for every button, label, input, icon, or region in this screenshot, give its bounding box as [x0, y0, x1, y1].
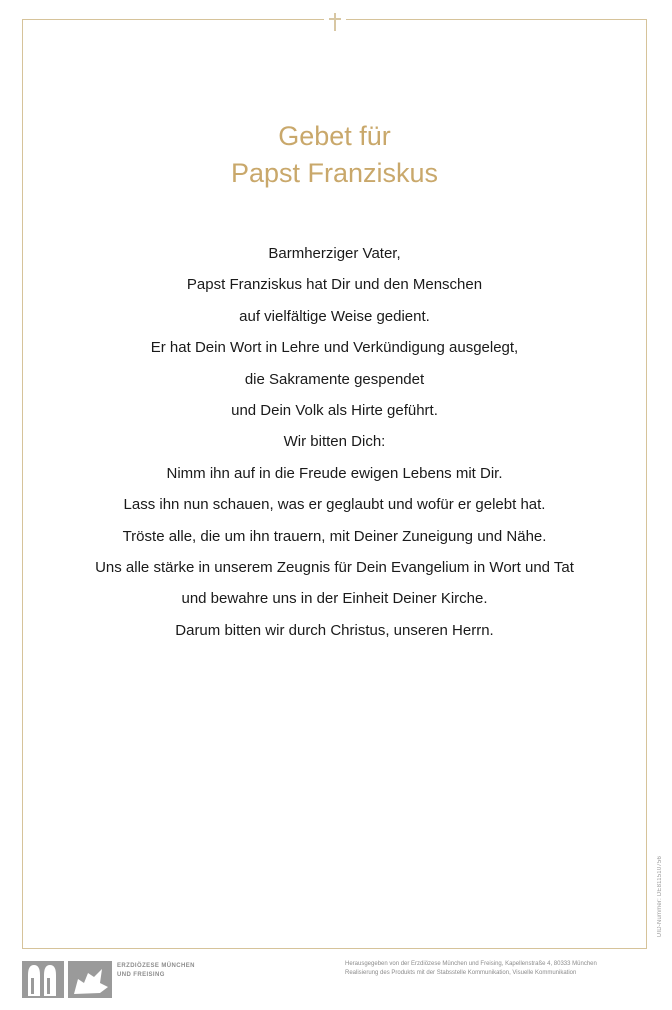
- prayer-line: und bewahre uns in der Einheit Deiner Kirche.: [181, 590, 488, 608]
- prayer-line: Darum bitten wir durch Christus, unseren Herrn.: [175, 621, 494, 639]
- prayer-line: Uns alle stärke in unserem Zeugnis für Dein Evangelium in Wort und Tat: [95, 559, 574, 577]
- page-title: [22, 118, 647, 192]
- prayer-line: Tröste alle, die um ihn trauern, mit Deiner Zuneigung und Nähe.: [122, 527, 547, 545]
- prayer-line: die Sakramente gespendet: [244, 370, 425, 388]
- prayer-line: und Dein Volk als Hirte geführt.: [231, 402, 438, 420]
- organization-name: [117, 962, 195, 980]
- archdiocese-logo: [22, 961, 112, 998]
- prayer-line: Er hat Dein Wort in Lehre und Verkündigung ausgelegt,: [150, 339, 519, 357]
- title-line-2: Papst Franziskus: [230, 158, 439, 188]
- uid-number: UID-Nummer: DE811510756: [657, 856, 663, 938]
- prayer-line: Wir bitten Dich:: [283, 433, 386, 451]
- title-line-1: Gebet für: [278, 121, 391, 151]
- prayer-line: auf vielfältige Weise gedient.: [239, 307, 430, 325]
- prayer-line: Barmherziger Vater,: [268, 245, 401, 262]
- cross-icon: [329, 13, 341, 31]
- org-name-line-2: UND FREISING: [117, 972, 165, 978]
- cross-ornament: [324, 11, 346, 33]
- imprint: [345, 960, 597, 978]
- imprint-line-2: Realisierung des Produkts mit der Stabsstelle Kommunikation, Visuelle Kommunikation: [345, 970, 577, 976]
- prayer-line: Papst Franziskus hat Dir und den Menschen: [186, 276, 483, 294]
- org-name-line-1: ERZDIÖZESE MÜNCHEN: [117, 963, 195, 969]
- prayer-line: Lass ihn nun schauen, was er geglaubt und wofür er gelebt hat.: [123, 496, 546, 514]
- imprint-line-1: Herausgegeben von der Erzdiözese München und Freising, Kapellenstraße 4, 80333 München: [345, 961, 597, 967]
- prayer-line: Nimm ihn auf in die Freude ewigen Lebens mit Dir.: [166, 464, 503, 482]
- prayer-text: [22, 238, 647, 646]
